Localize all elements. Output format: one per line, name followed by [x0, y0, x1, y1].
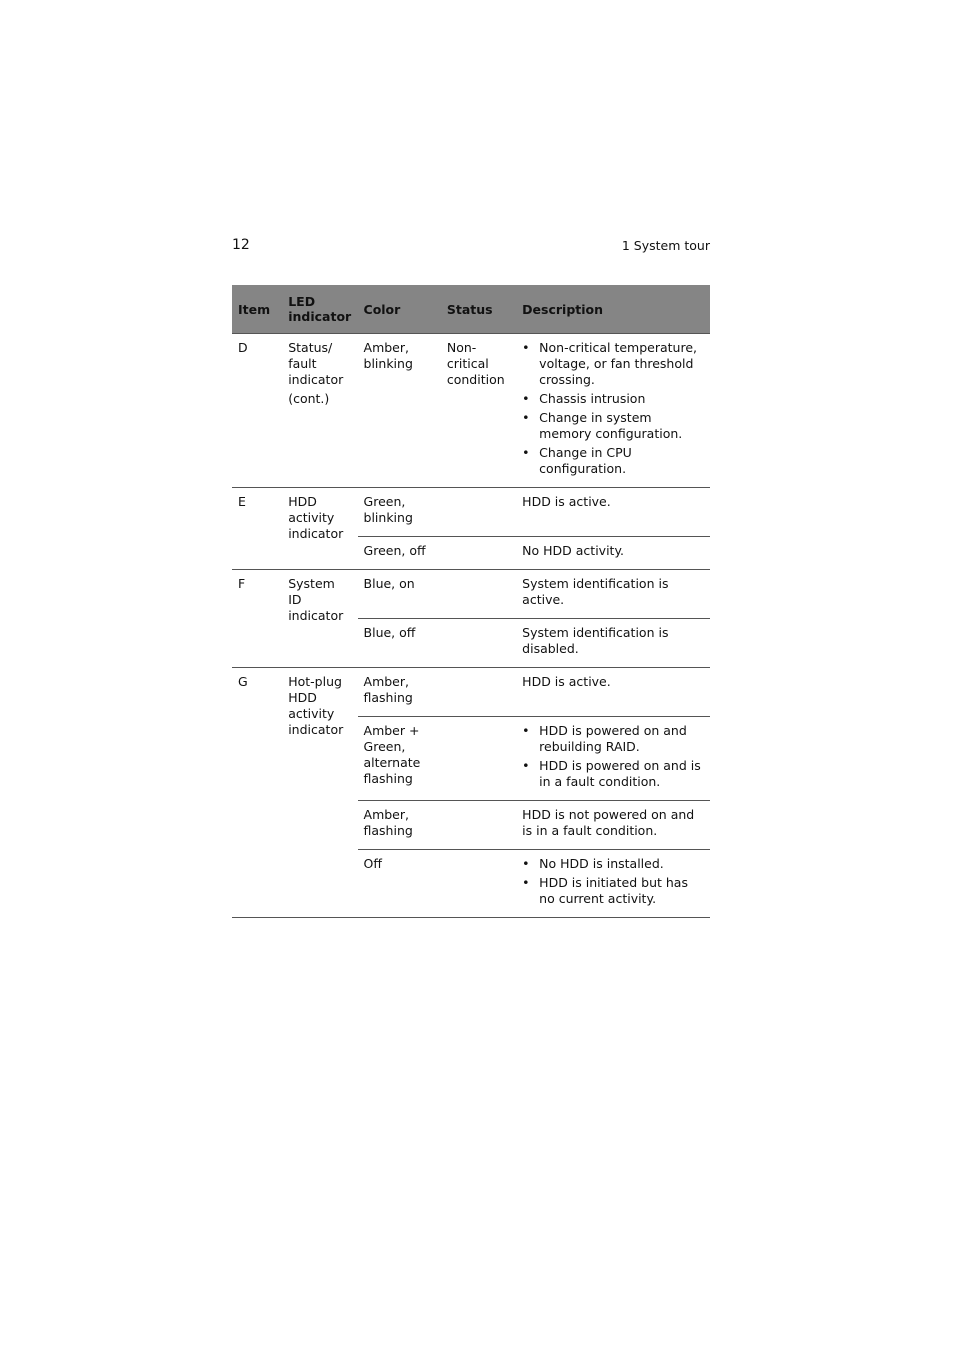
status-cell [441, 488, 516, 537]
table-row [232, 488, 710, 537]
table-row [232, 334, 710, 488]
item-cell: D [232, 334, 282, 488]
led-cell: System ID indicator [282, 570, 357, 668]
status-cell [441, 801, 516, 850]
page-number: 12 [232, 237, 250, 253]
table-row [232, 570, 710, 619]
list-item: • Non-critical temperature, voltage, or fan threshold crossing. [522, 340, 704, 388]
column-header-item: Item [232, 285, 282, 334]
description-cell [516, 334, 710, 488]
color-cell: Amber + Green, alternate flashing [358, 717, 441, 801]
column-header-status: Status [441, 285, 516, 334]
description-cell: HDD is active. [516, 668, 710, 717]
color-cell: Blue, off [358, 619, 441, 668]
status-cell [441, 717, 516, 801]
column-header-led-indicator: LED indicator [282, 285, 357, 334]
status-cell: Non-critical condition [441, 334, 516, 488]
status-cell [441, 570, 516, 619]
table-header-row [232, 285, 710, 334]
color-cell: Amber, flashing [358, 668, 441, 717]
status-cell [441, 619, 516, 668]
color-cell: Blue, on [358, 570, 441, 619]
list-item: • Change in CPU configuration. [522, 445, 704, 477]
list-item: • Chassis intrusion [522, 391, 704, 407]
description-cell: System identification is disabled. [516, 619, 710, 668]
led-cell: Hot-plug HDD activity indicator [282, 668, 357, 918]
list-item: • Change in system memory configuration. [522, 410, 704, 442]
color-cell: Green, off [358, 537, 441, 570]
description-cell [516, 850, 710, 918]
description-list [522, 856, 704, 907]
color-cell: Amber, blinking [358, 334, 441, 488]
led-cell: HDD activity indicator [282, 488, 357, 570]
item-cell: E [232, 488, 282, 570]
led-indicator-table [232, 285, 710, 918]
status-cell [441, 850, 516, 918]
description-cell: System identification is active. [516, 570, 710, 619]
running-head: 1 System tour [621, 238, 710, 253]
description-list [522, 723, 704, 790]
list-item: • HDD is initiated but has no current activity. [522, 875, 704, 907]
color-cell: Amber, flashing [358, 801, 441, 850]
table-row [232, 668, 710, 717]
status-cell [441, 537, 516, 570]
led-label: Status/ fault indicator [288, 340, 344, 387]
status-cell [441, 668, 516, 717]
description-cell: HDD is active. [516, 488, 710, 537]
description-cell: No HDD activity. [516, 537, 710, 570]
description-cell: HDD is not powered on and is in a fault condition. [516, 801, 710, 850]
list-item: • HDD is powered on and rebuilding RAID. [522, 723, 704, 755]
list-item: • No HDD is installed. [522, 856, 704, 872]
color-cell: Green, blinking [358, 488, 441, 537]
description-list [522, 340, 704, 477]
list-item: • HDD is powered on and is in a fault condition. [522, 758, 704, 790]
column-header-color: Color [358, 285, 441, 334]
led-cell [282, 334, 357, 488]
column-header-description: Description [516, 285, 710, 334]
led-continued-label: (cont.) [288, 391, 330, 406]
color-cell: Off [358, 850, 441, 918]
item-cell: F [232, 570, 282, 668]
item-cell: G [232, 668, 282, 918]
description-cell [516, 717, 710, 801]
